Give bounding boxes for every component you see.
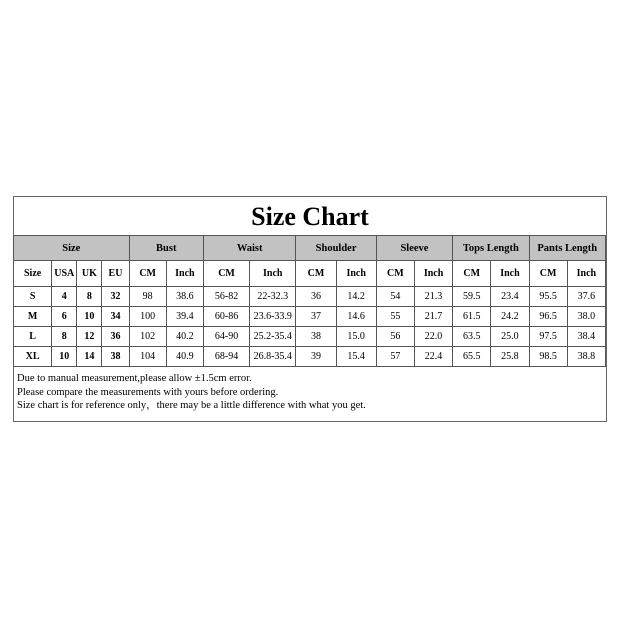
- size-table: [13, 235, 606, 367]
- table-cell: 60-86: [203, 307, 249, 327]
- group-bust: Bust: [129, 236, 203, 261]
- table-cell: 61.5: [453, 307, 491, 327]
- table-cell: 8: [77, 287, 102, 307]
- table-cell: 97.5: [529, 327, 567, 347]
- subheader-cell: CM: [203, 261, 249, 287]
- table-cell: 55: [376, 307, 414, 327]
- table-cell: 10: [77, 307, 102, 327]
- size-label-cell: XL: [14, 347, 52, 367]
- subheader-cell: USA: [52, 261, 77, 287]
- table-cell: 39.4: [166, 307, 203, 327]
- subheader-cell: EU: [102, 261, 129, 287]
- table-cell: 34: [102, 307, 129, 327]
- table-row: [14, 327, 606, 347]
- group-shoulder: Shoulder: [296, 236, 376, 261]
- table-cell: 14.6: [336, 307, 376, 327]
- table-cell: 59.5: [453, 287, 491, 307]
- subheader-cell: UK: [77, 261, 102, 287]
- table-cell: 64-90: [203, 327, 249, 347]
- table-cell: 57: [376, 347, 414, 367]
- table-cell: 40.9: [166, 347, 203, 367]
- subheader-row: [14, 261, 606, 287]
- subheader-cell: CM: [129, 261, 166, 287]
- subheader-cell: Inch: [250, 261, 296, 287]
- table-cell: 23.4: [491, 287, 529, 307]
- table-cell: 14: [77, 347, 102, 367]
- table-cell: 98.5: [529, 347, 567, 367]
- subheader-cell: CM: [453, 261, 491, 287]
- subheader-cell: Inch: [414, 261, 452, 287]
- subheader-cell: Inch: [166, 261, 203, 287]
- table-cell: 38: [296, 327, 336, 347]
- table-cell: 39: [296, 347, 336, 367]
- size-chart: [13, 196, 607, 422]
- table-cell: 25.8: [491, 347, 529, 367]
- group-waist: Waist: [203, 236, 295, 261]
- table-cell: 56: [376, 327, 414, 347]
- note-line: Due to manual measurement,please allow ±1.5cm error.: [17, 373, 252, 384]
- table-cell: 8: [52, 327, 77, 347]
- table-cell: 26.8-35.4: [250, 347, 296, 367]
- size-rows: [14, 287, 606, 367]
- notes: [14, 367, 606, 413]
- table-cell: 22.4: [414, 347, 452, 367]
- table-cell: 38.4: [567, 327, 605, 347]
- size-label-cell: L: [14, 327, 52, 347]
- table-cell: 38: [102, 347, 129, 367]
- group-tops-length: Tops Length: [453, 236, 529, 261]
- size-label-cell: S: [14, 287, 52, 307]
- subheader-cell: Inch: [491, 261, 529, 287]
- group-pants-length: Pants Length: [529, 236, 605, 261]
- table-row: [14, 347, 606, 367]
- table-cell: 23.6-33.9: [250, 307, 296, 327]
- table-cell: 38.6: [166, 287, 203, 307]
- subheader-cell: CM: [376, 261, 414, 287]
- subheader-cell: Inch: [567, 261, 605, 287]
- table-cell: 24.2: [491, 307, 529, 327]
- table-cell: 14.2: [336, 287, 376, 307]
- table-cell: 21.3: [414, 287, 452, 307]
- subheader-cell: CM: [529, 261, 567, 287]
- table-cell: 40.2: [166, 327, 203, 347]
- table-cell: 10: [52, 347, 77, 367]
- table-cell: 22-32.3: [250, 287, 296, 307]
- table-cell: 63.5: [453, 327, 491, 347]
- table-cell: 65.5: [453, 347, 491, 367]
- subheader-cell: CM: [296, 261, 336, 287]
- table-cell: 100: [129, 307, 166, 327]
- table-cell: 98: [129, 287, 166, 307]
- table-cell: 25.2-35.4: [250, 327, 296, 347]
- table-cell: 21.7: [414, 307, 452, 327]
- group-header-row: [14, 236, 606, 261]
- table-cell: 36: [102, 327, 129, 347]
- table-cell: 54: [376, 287, 414, 307]
- chart-title: Size Chart: [251, 202, 369, 231]
- table-cell: 15.0: [336, 327, 376, 347]
- table-cell: 95.5: [529, 287, 567, 307]
- table-cell: 36: [296, 287, 336, 307]
- table-cell: 37.6: [567, 287, 605, 307]
- table-cell: 104: [129, 347, 166, 367]
- table-cell: 15.4: [336, 347, 376, 367]
- table-row: [14, 287, 606, 307]
- table-cell: 4: [52, 287, 77, 307]
- table-cell: 38.0: [567, 307, 605, 327]
- table-cell: 32: [102, 287, 129, 307]
- subheader-cell: Size: [14, 261, 52, 287]
- group-sleeve: Sleeve: [376, 236, 452, 261]
- table-cell: 38.8: [567, 347, 605, 367]
- table-cell: 12: [77, 327, 102, 347]
- table-cell: 96.5: [529, 307, 567, 327]
- table-cell: 22.0: [414, 327, 452, 347]
- table-cell: 102: [129, 327, 166, 347]
- table-cell: 68-94: [203, 347, 249, 367]
- group-size: Size: [14, 236, 130, 261]
- subheader-cell: Inch: [336, 261, 376, 287]
- table-cell: 37: [296, 307, 336, 327]
- table-cell: 6: [52, 307, 77, 327]
- table-cell: 56-82: [203, 287, 249, 307]
- table-row: [14, 307, 606, 327]
- table-cell: 25.0: [491, 327, 529, 347]
- note-line: Please compare the measurements with yours before ordering.: [17, 386, 279, 398]
- size-label-cell: M: [14, 307, 52, 327]
- note-line: Size chart is for reference only，there may be a little difference with what you get.: [17, 400, 366, 411]
